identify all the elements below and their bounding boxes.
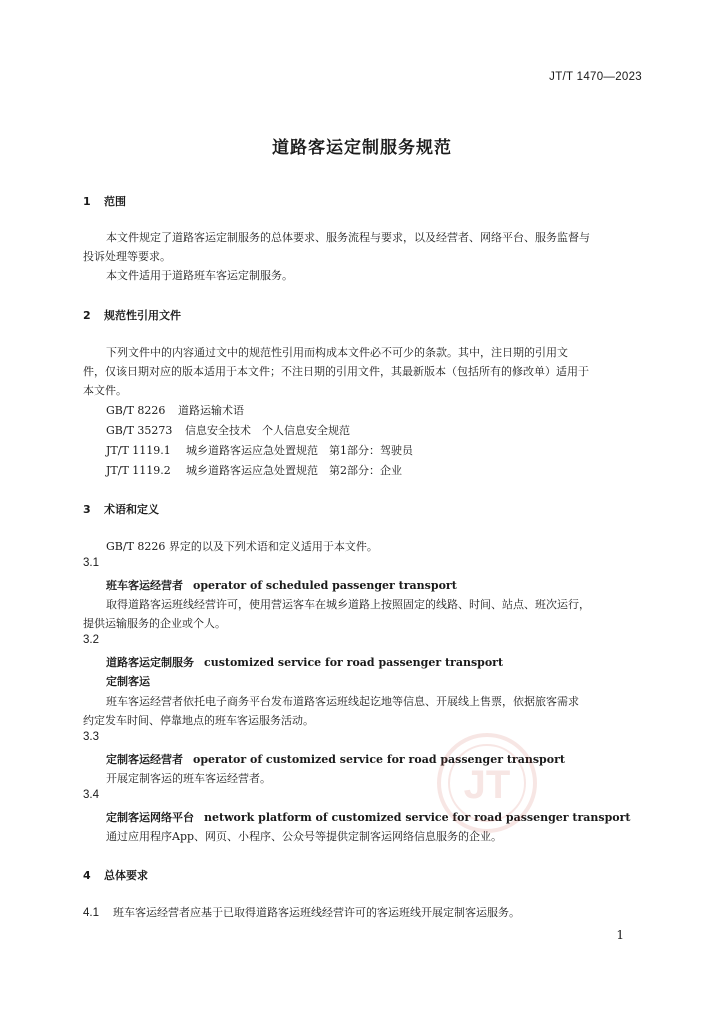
reference-code: GB/T 35273	[106, 424, 173, 437]
section-title: 规范性引用文件	[104, 309, 181, 322]
term-zh: 定制客运网络平台	[106, 811, 194, 824]
normative-intro-line: 本文件。	[83, 384, 127, 397]
term-definition-line: 取得道路客运班线经营许可，使用营运客车在城乡道路上按照固定的线路、时间、站点、班次运行，	[106, 598, 590, 611]
clause-4-1	[83, 903, 520, 923]
term-definition-line: 约定发车时间、停靠地点的班车客运服务活动。	[83, 714, 314, 727]
clause-number: 3.3	[83, 731, 99, 743]
clause-number: 3.2	[83, 634, 99, 646]
scope-paragraph-line: 投诉处理等要求。	[83, 250, 171, 263]
section-2-heading	[83, 307, 181, 323]
section-4-heading	[83, 867, 148, 883]
standard-number: JT/T 1470—2023	[549, 71, 642, 83]
term-definition-line: 通过应用程序App、网页、小程序、公众号等提供定制客运网络信息服务的企业。	[106, 830, 503, 843]
section-title: 术语和定义	[104, 503, 159, 516]
clause-number: 3.1	[83, 557, 99, 569]
reference-item	[106, 462, 402, 478]
term-definition-line: 开展定制客运的班车客运经营者。	[106, 772, 271, 785]
scope-paragraph-2: 本文件适用于道路班车客运定制服务。	[106, 269, 293, 282]
reference-title: 城乡道路客运应急处置规范 第1部分：驾驶员	[186, 444, 413, 457]
reference-item	[106, 422, 350, 438]
normative-intro-line: 件，仅该日期对应的版本适用于本文件；不注日期的引用文件，其最新版本（包括所有的修改单）适用于	[83, 365, 589, 378]
scope-paragraph-line: 本文件规定了道路客运定制服务的总体要求、服务流程与要求，以及经营者、网络平台、服务监督与	[106, 231, 590, 244]
reference-code: JT/T 1119.2	[106, 464, 171, 477]
section-title: 范围	[104, 195, 126, 208]
section-1-heading	[83, 193, 126, 209]
term-en: customized service for road passenger transport	[204, 656, 504, 669]
term-definition-line: 提供运输服务的企业或个人。	[83, 617, 226, 630]
page-number: 1	[616, 928, 624, 942]
clause-number: 4.1	[83, 907, 99, 919]
section-number: 4	[83, 869, 91, 882]
term-definition-line: 班车客运经营者依托电子商务平台发布道路客运班线起讫地等信息、开展线上售票，依据旅客需求	[106, 695, 579, 708]
term-heading	[106, 654, 503, 670]
term-zh: 班车客运经营者	[106, 579, 183, 592]
term-heading	[106, 809, 631, 825]
reference-title: 道路运输术语	[178, 404, 244, 417]
term-alt-zh: 定制客运	[106, 675, 150, 688]
reference-item	[106, 402, 244, 418]
term-en: operator of scheduled passenger transport	[193, 579, 457, 592]
document-title: 道路客运定制服务规范	[272, 138, 452, 158]
term-en: network platform of customized service for road passenger transport	[204, 811, 631, 824]
watermark-text: JT	[463, 763, 511, 807]
term-alternative	[106, 673, 150, 689]
normative-intro-line: 下列文件中的内容通过文中的规范性引用而构成本文件必不可少的条款。其中，注日期的引用文	[106, 346, 568, 359]
section-number: 3	[83, 503, 91, 516]
reference-code: GB/T 8226	[106, 404, 166, 417]
reference-code: JT/T 1119.1	[106, 444, 171, 457]
section-title: 总体要求	[104, 869, 148, 882]
term-en: operator of customized service for road passenger transport	[193, 753, 565, 766]
term-zh: 定制客运经营者	[106, 753, 183, 766]
clause-number: 3.4	[83, 789, 99, 801]
reference-title: 信息安全技术 个人信息安全规范	[185, 424, 350, 437]
section-3-heading	[83, 501, 159, 517]
section-number: 1	[83, 195, 91, 208]
reference-title: 城乡道路客运应急处置规范 第2部分：企业	[186, 464, 402, 477]
terms-intro: GB/T 8226 界定的以及下列术语和定义适用于本文件。	[106, 540, 378, 553]
section-number: 2	[83, 309, 91, 322]
jt-watermark-logo	[432, 728, 542, 838]
term-heading	[106, 577, 457, 593]
clause-text: 班车客运经营者应基于已取得道路客运班线经营许可的客运班线开展定制客运服务。	[113, 906, 520, 919]
term-zh: 道路客运定制服务	[106, 656, 194, 669]
reference-item	[106, 442, 413, 458]
